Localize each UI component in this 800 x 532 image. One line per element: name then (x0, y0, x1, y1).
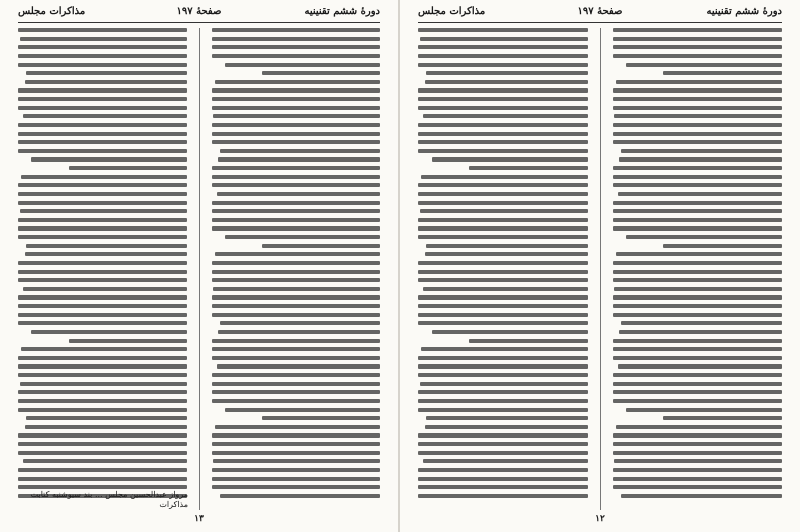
text-line (212, 261, 381, 265)
right-page-header (418, 6, 782, 22)
text-line (418, 451, 588, 455)
text-line (418, 192, 588, 196)
text-line (418, 63, 588, 67)
text-line (212, 201, 381, 205)
text-line (613, 451, 783, 455)
text-line (18, 304, 187, 308)
text-line (18, 477, 187, 481)
text-line (218, 157, 380, 161)
text-line (18, 373, 187, 377)
text-line (613, 485, 783, 489)
text-line (18, 226, 187, 230)
text-line (18, 278, 187, 282)
text-line (69, 339, 187, 343)
text-line (418, 313, 588, 317)
text-line (418, 485, 588, 489)
text-line (215, 80, 380, 84)
text-line (418, 468, 588, 472)
text-line (212, 218, 381, 222)
text-line (613, 382, 783, 386)
text-line (212, 356, 381, 360)
text-line (613, 106, 783, 110)
text-line (212, 390, 381, 394)
right-header-session: دورهٔ ششم تقنینیه (706, 6, 782, 17)
left-footer-note: مرواز عبدالحسین مجلس ... بند سیوشنبه کتابت مذاکرات (30, 490, 188, 509)
text-line (469, 339, 588, 343)
text-line (212, 382, 381, 386)
text-line (418, 364, 588, 368)
text-line (212, 226, 381, 230)
text-line (18, 183, 187, 187)
text-line (18, 201, 187, 205)
text-line (18, 321, 187, 325)
text-line (213, 459, 380, 463)
text-line (20, 37, 187, 41)
right-header-page: صفحهٔ ۱۹۷ (577, 6, 623, 17)
text-line (614, 114, 782, 118)
text-line (218, 330, 380, 334)
left-header-page: صفحهٔ ۱۹۷ (176, 6, 222, 17)
text-line (613, 218, 783, 222)
text-column (418, 28, 588, 510)
left-page-number: ۱۳ (194, 514, 204, 524)
text-line (18, 123, 187, 127)
text-line (212, 278, 381, 282)
text-line (616, 252, 782, 256)
text-line (423, 114, 587, 118)
text-line (212, 123, 381, 127)
text-line (212, 433, 381, 437)
text-line (18, 356, 187, 360)
text-line (18, 88, 187, 92)
right-page-footer (418, 514, 782, 526)
text-line (621, 149, 782, 153)
text-line (663, 71, 782, 75)
text-line (212, 399, 381, 403)
text-line (619, 157, 782, 161)
text-line (18, 261, 187, 265)
text-line (613, 313, 783, 317)
text-line (613, 201, 783, 205)
text-line (613, 37, 783, 41)
text-column (18, 28, 187, 510)
right-page (400, 0, 800, 532)
text-line (212, 451, 381, 455)
text-line (423, 287, 587, 291)
text-line (613, 132, 783, 136)
text-line (212, 175, 381, 179)
text-line (418, 97, 588, 101)
text-line (418, 295, 588, 299)
text-line (613, 261, 783, 265)
text-line (425, 252, 588, 256)
text-line (418, 226, 588, 230)
text-line (212, 442, 381, 446)
text-line (18, 399, 187, 403)
text-line (212, 477, 381, 481)
text-line (31, 157, 186, 161)
left-page-header (18, 6, 380, 22)
text-line (212, 132, 381, 136)
text-line (212, 295, 381, 299)
text-line (212, 339, 381, 343)
text-line (18, 364, 187, 368)
text-line (262, 416, 380, 420)
text-line (220, 149, 380, 153)
text-line (418, 183, 588, 187)
text-line (418, 270, 588, 274)
text-line (418, 235, 588, 239)
text-line (18, 485, 187, 489)
text-line (18, 218, 187, 222)
text-line (618, 192, 782, 196)
text-line (418, 106, 588, 110)
text-line (25, 252, 187, 256)
text-line (212, 304, 381, 308)
text-line (23, 287, 186, 291)
right-header-title: مذاکرات مجلس (418, 6, 486, 17)
text-line (613, 88, 783, 92)
text-line (418, 408, 588, 412)
text-line (20, 209, 187, 213)
text-line (212, 166, 381, 170)
left-text-columns (18, 28, 380, 510)
text-line (420, 382, 588, 386)
text-line (421, 175, 587, 179)
text-line (26, 244, 186, 248)
right-page-number: ۱۲ (595, 514, 605, 524)
text-line (616, 80, 782, 84)
text-line (18, 451, 187, 455)
text-line (423, 459, 587, 463)
text-line (21, 175, 186, 179)
text-line (18, 270, 187, 274)
text-line (613, 433, 783, 437)
text-line (614, 459, 782, 463)
text-line (418, 321, 588, 325)
text-line (613, 175, 783, 179)
text-line (613, 399, 783, 403)
text-line (418, 28, 588, 32)
text-line (425, 80, 588, 84)
text-line (469, 166, 588, 170)
text-line (613, 390, 783, 394)
text-line (432, 157, 588, 161)
text-line (31, 330, 186, 334)
text-line (217, 192, 380, 196)
text-line (21, 347, 186, 351)
text-line (432, 330, 588, 334)
text-line (613, 28, 783, 32)
text-line (426, 416, 587, 420)
text-line (418, 278, 588, 282)
right-text-columns (418, 28, 782, 510)
text-line (621, 321, 782, 325)
text-line (418, 123, 588, 127)
text-line (217, 364, 380, 368)
text-line (26, 71, 186, 75)
text-line (613, 304, 783, 308)
text-line (418, 356, 588, 360)
text-line (418, 433, 588, 437)
text-line (220, 321, 380, 325)
text-line (212, 37, 381, 41)
text-line (212, 140, 381, 144)
text-line (418, 399, 588, 403)
text-line (23, 459, 186, 463)
text-line (418, 88, 588, 92)
text-line (626, 235, 782, 239)
text-line (613, 183, 783, 187)
text-line (613, 295, 783, 299)
text-line (613, 97, 783, 101)
text-line (418, 218, 588, 222)
text-line (225, 235, 380, 239)
text-line (418, 140, 588, 144)
text-line (212, 209, 381, 213)
text-line (212, 28, 381, 32)
text-line (613, 140, 783, 144)
text-line (18, 235, 187, 239)
text-line (212, 106, 381, 110)
text-line (418, 132, 588, 136)
text-line (613, 347, 783, 351)
text-line (618, 364, 782, 368)
text-line (613, 339, 783, 343)
text-line (213, 114, 380, 118)
text-line (613, 468, 783, 472)
left-page (0, 0, 398, 532)
text-line (621, 494, 782, 498)
text-line (212, 45, 381, 49)
text-line (18, 106, 187, 110)
text-line (418, 494, 588, 498)
text-line (18, 132, 187, 136)
text-line (262, 244, 380, 248)
text-line (418, 304, 588, 308)
text-line (420, 37, 588, 41)
text-line (18, 54, 187, 58)
text-line (613, 45, 783, 49)
text-line (613, 226, 783, 230)
text-line (613, 373, 783, 377)
text-line (426, 244, 587, 248)
text-line (613, 477, 783, 481)
text-line (212, 373, 381, 377)
left-page-footer (18, 514, 380, 526)
text-line (616, 425, 782, 429)
left-header-session: دورهٔ ششم تقنینیه (304, 6, 380, 17)
text-line (626, 63, 782, 67)
text-line (418, 149, 588, 153)
text-line (18, 408, 187, 412)
text-line (212, 313, 381, 317)
text-line (613, 123, 783, 127)
text-line (18, 45, 187, 49)
text-line (212, 485, 381, 489)
text-line (212, 347, 381, 351)
text-line (425, 425, 588, 429)
text-line (220, 494, 380, 498)
text-line (418, 54, 588, 58)
text-line (215, 252, 380, 256)
text-line (613, 442, 783, 446)
text-line (26, 416, 186, 420)
text-line (613, 166, 783, 170)
text-line (212, 54, 381, 58)
text-line (614, 287, 782, 291)
text-line (613, 54, 783, 58)
text-line (613, 270, 783, 274)
text-line (18, 63, 187, 67)
text-line (262, 71, 380, 75)
text-line (212, 183, 381, 187)
text-line (619, 330, 782, 334)
text-line (225, 408, 380, 412)
text-line (663, 416, 782, 420)
text-line (613, 278, 783, 282)
text-line (613, 356, 783, 360)
text-line (418, 390, 588, 394)
left-header-rule (18, 22, 380, 23)
text-line (418, 442, 588, 446)
text-line (25, 425, 187, 429)
text-line (225, 63, 380, 67)
column-divider (600, 28, 601, 510)
text-line (418, 373, 588, 377)
text-line (418, 201, 588, 205)
text-line (418, 45, 588, 49)
text-line (212, 270, 381, 274)
text-column (212, 28, 381, 510)
text-line (25, 80, 187, 84)
text-line (212, 97, 381, 101)
text-line (18, 97, 187, 101)
left-header-title: مذاکرات مجلس (18, 6, 86, 17)
text-line (18, 295, 187, 299)
text-line (420, 209, 588, 213)
text-line (23, 114, 186, 118)
text-line (69, 166, 187, 170)
text-line (18, 28, 187, 32)
text-line (663, 244, 782, 248)
text-line (215, 425, 380, 429)
text-line (18, 390, 187, 394)
right-header-rule (418, 22, 782, 23)
text-line (418, 261, 588, 265)
text-line (18, 149, 187, 153)
text-line (212, 88, 381, 92)
text-line (212, 468, 381, 472)
text-line (18, 468, 187, 472)
text-line (18, 192, 187, 196)
column-divider (199, 28, 200, 510)
text-line (626, 408, 782, 412)
text-line (213, 287, 380, 291)
text-line (18, 313, 187, 317)
text-line (418, 477, 588, 481)
text-line (18, 442, 187, 446)
text-line (20, 382, 187, 386)
text-line (421, 347, 587, 351)
text-line (613, 209, 783, 213)
text-column (613, 28, 783, 510)
text-line (426, 71, 587, 75)
text-line (18, 433, 187, 437)
text-line (18, 140, 187, 144)
